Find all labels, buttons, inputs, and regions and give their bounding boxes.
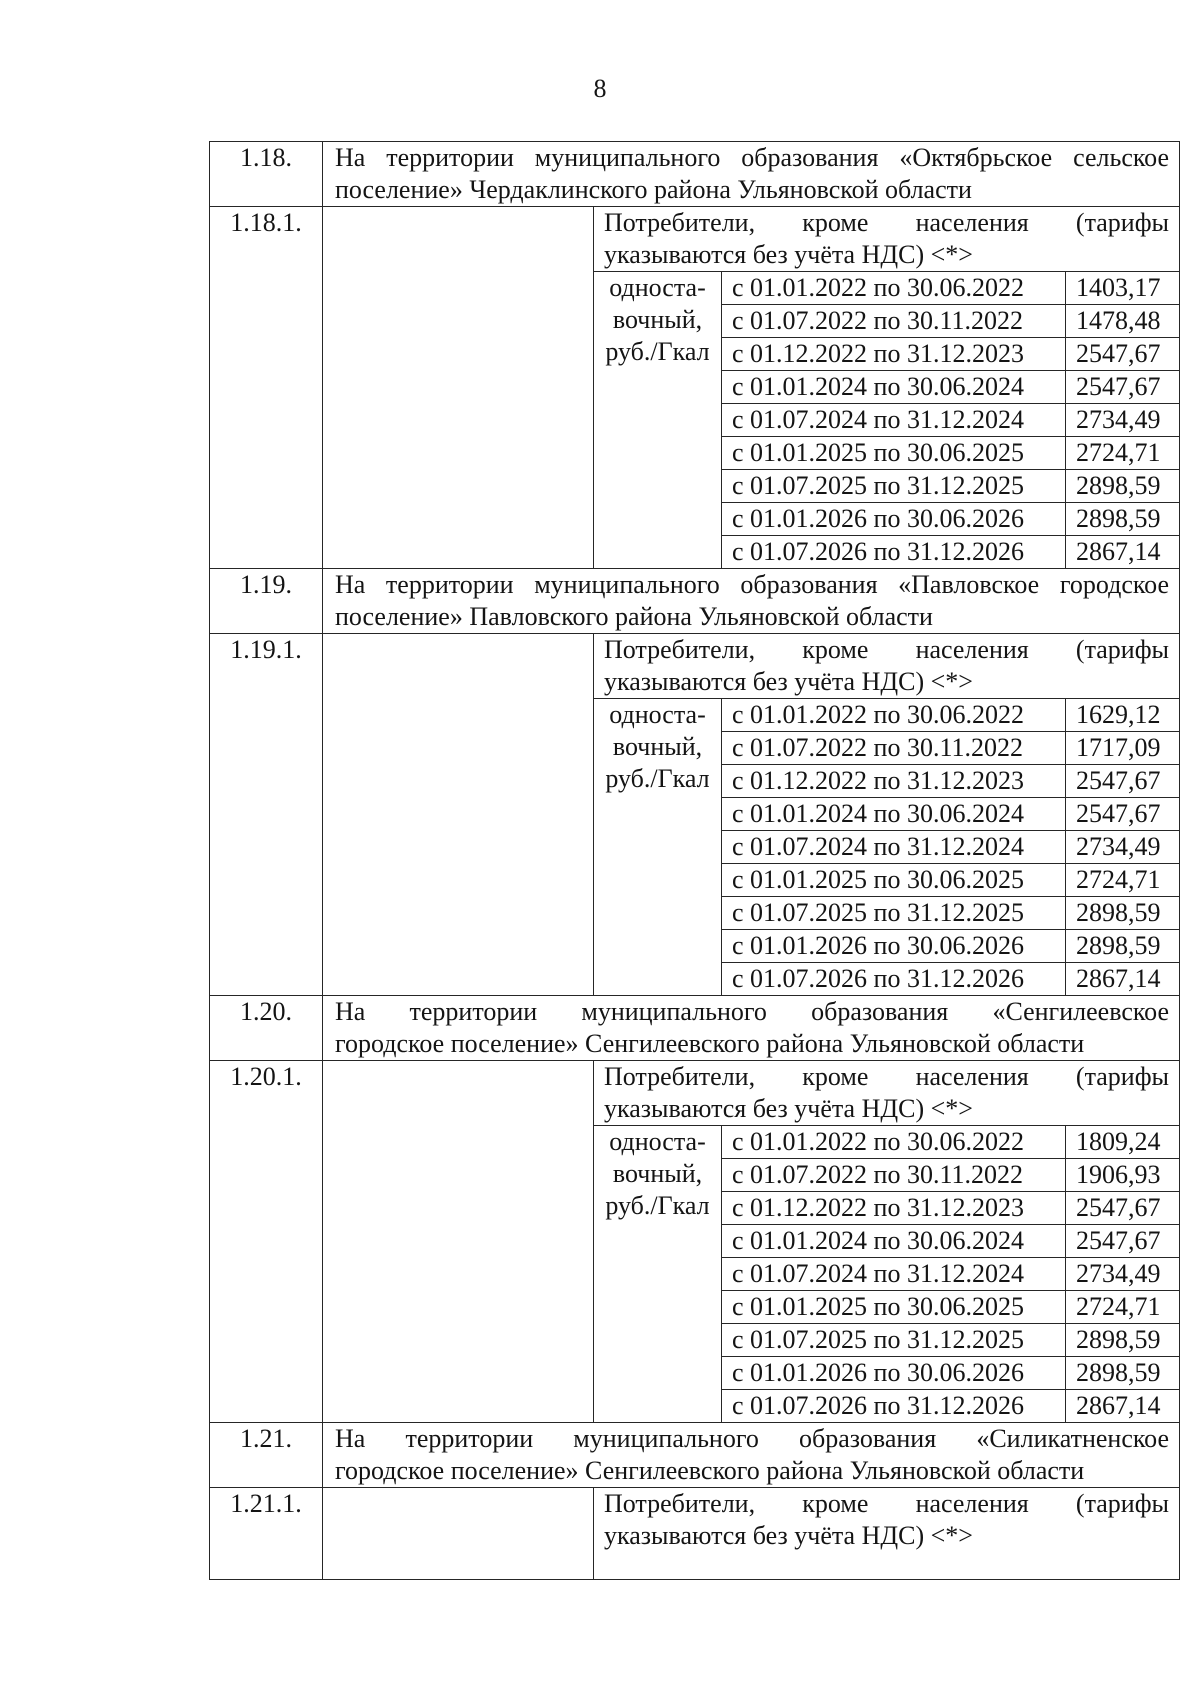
tariff-price: 2867,14: [1066, 963, 1180, 996]
tariff-period: с 01.01.2026 по 30.06.2026: [722, 1357, 1066, 1390]
tariff-price: 2724,71: [1066, 437, 1180, 470]
section-heading: [323, 569, 1180, 634]
consumers-label: [594, 634, 1180, 699]
section-heading: [323, 996, 1180, 1061]
tariff-table: [209, 141, 1180, 1580]
tariff-price: 2547,67: [1066, 338, 1180, 371]
section-heading-line: городское поселение» Сенгилеевского района Ульяновской области: [335, 1456, 1085, 1485]
tariff-price: 2547,67: [1066, 765, 1180, 798]
unit-line: вочный,: [612, 305, 703, 334]
section-heading-line: поселение» Павловского района Ульяновской области: [335, 602, 933, 631]
consumers-line: указываются без учёта НДС) <*>: [604, 240, 973, 269]
tariff-price: 2898,59: [1066, 1324, 1180, 1357]
tariff-price: 2867,14: [1066, 1390, 1180, 1423]
tariff-period: с 01.07.2026 по 31.12.2026: [722, 536, 1066, 569]
tariff-period: с 01.07.2022 по 30.11.2022: [722, 732, 1066, 765]
consumers-line: указываются без учёта НДС) <*>: [604, 1521, 973, 1550]
subsection-number: 1.19.1.: [210, 634, 323, 996]
tariff-period: с 01.07.2025 по 31.12.2025: [722, 897, 1066, 930]
tariff-price: 1717,09: [1066, 732, 1180, 765]
unit-line: руб./Гкал: [605, 1191, 710, 1220]
empty-cell: [323, 1488, 594, 1580]
section-heading-row: [210, 1423, 1180, 1488]
unit-line: односта-: [609, 273, 706, 302]
subsection-row: [210, 207, 1180, 272]
tariff-period: с 01.12.2022 по 31.12.2023: [722, 765, 1066, 798]
tariff-price: 2898,59: [1066, 503, 1180, 536]
tariff-period: с 01.07.2026 по 31.12.2026: [722, 963, 1066, 996]
empty-cell: [323, 634, 594, 996]
tariff-price: 2898,59: [1066, 930, 1180, 963]
tariff-period: с 01.07.2024 по 31.12.2024: [722, 404, 1066, 437]
subsection-row: [210, 1061, 1180, 1126]
tariff-price: 1478,48: [1066, 305, 1180, 338]
tariff-price: 2547,67: [1066, 1225, 1180, 1258]
unit-line: вочный,: [612, 1159, 703, 1188]
unit-line: вочный,: [612, 732, 703, 761]
subsection-number: 1.18.1.: [210, 207, 323, 569]
section-number: 1.19.: [210, 569, 323, 634]
tariff-period: с 01.01.2025 по 30.06.2025: [722, 1291, 1066, 1324]
consumers-line: Потребители, кроме населения (тарифы: [604, 1062, 1170, 1091]
tariff-period: с 01.01.2022 по 30.06.2022: [722, 699, 1066, 732]
section-heading-line: городское поселение» Сенгилеевского района Ульяновской области: [335, 1029, 1085, 1058]
tariff-price: 2547,67: [1066, 371, 1180, 404]
section-heading-line: На территории муниципального образования «Сенгилеевское: [335, 997, 1170, 1026]
section-heading-row: [210, 142, 1180, 207]
page-number: 8: [593, 74, 607, 103]
section-heading-row: [210, 569, 1180, 634]
tariff-price: 2898,59: [1066, 470, 1180, 503]
tariff-price: 2734,49: [1066, 1258, 1180, 1291]
consumers-label: [594, 1488, 1180, 1580]
tariff-period: с 01.07.2022 по 30.11.2022: [722, 1159, 1066, 1192]
tariff-price: 1629,12: [1066, 699, 1180, 732]
tariff-price: 2867,14: [1066, 536, 1180, 569]
tariff-price: 2734,49: [1066, 831, 1180, 864]
tariff-period: с 01.01.2024 по 30.06.2024: [722, 371, 1066, 404]
tariff-price: 1906,93: [1066, 1159, 1180, 1192]
subsection-number: 1.20.1.: [210, 1061, 323, 1423]
consumers-line: Потребители, кроме населения (тарифы: [604, 635, 1170, 664]
tariff-period: с 01.07.2025 по 31.12.2025: [722, 470, 1066, 503]
tariff-period: с 01.07.2022 по 30.11.2022: [722, 305, 1066, 338]
tariff-price: 2547,67: [1066, 1192, 1180, 1225]
tariff-unit: [594, 699, 722, 996]
tariff-price: 2724,71: [1066, 1291, 1180, 1324]
tariff-period: с 01.07.2024 по 31.12.2024: [722, 1258, 1066, 1291]
empty-cell: [323, 207, 594, 569]
tariff-price: 2898,59: [1066, 897, 1180, 930]
tariff-period: с 01.01.2025 по 30.06.2025: [722, 864, 1066, 897]
consumers-line: Потребители, кроме населения (тарифы: [604, 208, 1170, 237]
tariff-price: 2734,49: [1066, 404, 1180, 437]
tariff-period: с 01.01.2025 по 30.06.2025: [722, 437, 1066, 470]
section-heading: [323, 142, 1180, 207]
section-number: 1.20.: [210, 996, 323, 1061]
section-heading-line: На территории муниципального образования «Силикатненское: [335, 1424, 1170, 1453]
consumers-line: Потребители, кроме населения (тарифы: [604, 1489, 1170, 1518]
consumers-label: [594, 1061, 1180, 1126]
tariff-price: 2898,59: [1066, 1357, 1180, 1390]
tariff-period: с 01.01.2024 по 30.06.2024: [722, 798, 1066, 831]
tariff-period: с 01.12.2022 по 31.12.2023: [722, 1192, 1066, 1225]
consumers-line: указываются без учёта НДС) <*>: [604, 667, 973, 696]
section-heading: [323, 1423, 1180, 1488]
tariff-price: 2547,67: [1066, 798, 1180, 831]
subsection-row: [210, 1488, 1180, 1580]
tariff-period: с 01.01.2026 по 30.06.2026: [722, 503, 1066, 536]
unit-line: односта-: [609, 1127, 706, 1156]
tariff-period: с 01.12.2022 по 31.12.2023: [722, 338, 1066, 371]
tariff-period: с 01.01.2026 по 30.06.2026: [722, 930, 1066, 963]
consumers-label: [594, 207, 1180, 272]
consumers-line: указываются без учёта НДС) <*>: [604, 1094, 973, 1123]
section-heading-line: поселение» Чердаклинского района Ульяновской области: [335, 175, 972, 204]
subsection-row: [210, 634, 1180, 699]
empty-cell: [323, 1061, 594, 1423]
tariff-period: с 01.07.2025 по 31.12.2025: [722, 1324, 1066, 1357]
tariff-period: с 01.01.2022 по 30.06.2022: [722, 272, 1066, 305]
tariff-period: с 01.07.2026 по 31.12.2026: [722, 1390, 1066, 1423]
tariff-price: 1809,24: [1066, 1126, 1180, 1159]
section-heading-line: На территории муниципального образования «Павловское городское: [335, 570, 1170, 599]
tariff-price: 1403,17: [1066, 272, 1180, 305]
unit-line: руб./Гкал: [605, 337, 710, 366]
unit-line: односта-: [609, 700, 706, 729]
subsection-number: 1.21.1.: [210, 1488, 323, 1580]
section-heading-row: [210, 996, 1180, 1061]
tariff-period: с 01.01.2024 по 30.06.2024: [722, 1225, 1066, 1258]
tariff-price: 2724,71: [1066, 864, 1180, 897]
tariff-period: с 01.07.2024 по 31.12.2024: [722, 831, 1066, 864]
tariff-unit: [594, 1126, 722, 1423]
unit-line: руб./Гкал: [605, 764, 710, 793]
section-heading-line: На территории муниципального образования «Октябрьское сельское: [335, 143, 1170, 172]
section-number: 1.21.: [210, 1423, 323, 1488]
section-number: 1.18.: [210, 142, 323, 207]
tariff-unit: [594, 272, 722, 569]
tariff-period: с 01.01.2022 по 30.06.2022: [722, 1126, 1066, 1159]
